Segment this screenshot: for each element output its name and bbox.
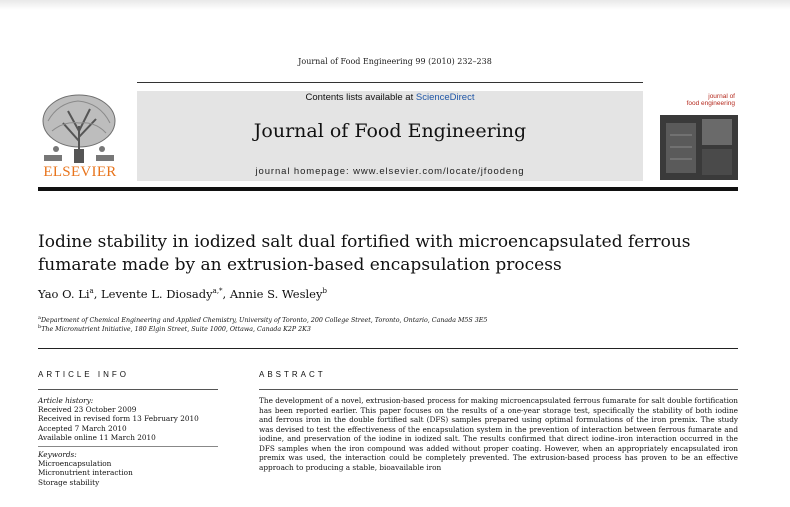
history-item: Received 23 October 2009: [38, 405, 137, 415]
article-info: [38, 396, 218, 487]
history-item: Accepted 7 March 2010: [38, 423, 127, 433]
history-label: Article history:: [38, 396, 94, 405]
abstract-text: The development of a novel, extrusion-based process for making microencapsulated ferrous fumarate for salt double fortification has been reported earlier. This paper focuses on the results of a one-year storage test, specifically the stability of both iodine and ferrous iron in the double fortified salt (DFS) samples prepared using optimal formulations of the iron premix. The study was devised to test the effectiveness of the encapsulation system in the prevention of interaction between ferrous fumarate and iodine, and preservation of the iodine in iodized salt. The results confirmed that direct iodine–iron interaction occurred in the DFS samples when the iron compound was added without proper coating. However, when an appropriately encapsulated iron premix was used, the interaction could be completely prevented. The extrusion-based process has proven to be an effective approach to producing a stable, bioavailable iron: [259, 396, 738, 472]
keyword-item: Microencapsulation: [38, 459, 112, 469]
affiliation-mark: a: [38, 315, 41, 321]
journal-cover: [660, 85, 738, 180]
history-item: Received in revised form 13 February 2010: [38, 414, 199, 424]
cover-title-line1: journal of: [708, 93, 735, 100]
author-name[interactable]: Levente L. Diosady: [101, 287, 213, 301]
author-affil-mark: a,*: [212, 287, 223, 296]
cover-header: [660, 85, 738, 115]
author-separator: ,: [222, 287, 230, 301]
author-affil-mark: a: [89, 287, 94, 296]
affiliation-text: Department of Chemical Engineering and Applied Chemistry, University of Toronto, 200 College Street, Toronto, Ontario, Canada M5S 3E5: [40, 317, 488, 325]
affiliation-text: The Micronutrient Initiative, 180 Elgin Street, Suite 1000, Ottawa, Canada K2P 2K3: [41, 326, 311, 334]
keyword-item: Storage stability: [38, 477, 100, 487]
author-separator: ,: [93, 287, 102, 301]
keywords-rule: [38, 446, 218, 447]
affiliation-mark: b: [38, 324, 42, 330]
contents-line: [137, 92, 643, 103]
author-list: [38, 287, 327, 301]
header-rule: [137, 82, 643, 83]
keyword-item: Micronutrient interaction: [38, 468, 133, 478]
author-name[interactable]: Annie S. Wesley: [229, 287, 323, 301]
sciencedirect-link[interactable]: ScienceDirect: [415, 92, 475, 103]
author-affil-mark: b: [322, 287, 327, 296]
article-info-heading: ARTICLE INFO: [38, 370, 129, 379]
keywords-label: Keywords:: [38, 450, 77, 460]
cover-title-line2: food engineering: [686, 100, 735, 107]
author-name[interactable]: Yao O. Li: [38, 287, 90, 301]
journal-homepage[interactable]: journal homepage: www.elsevier.com/locate/jfoodeng: [255, 166, 525, 177]
article-info-rule: [38, 389, 218, 390]
affiliation-b: [38, 324, 311, 333]
history-item: Available online 11 March 2010: [38, 432, 156, 442]
elsevier-wordmark: ELSEVIER: [43, 164, 117, 180]
abstract-rule: [259, 389, 738, 390]
journal-citation: Journal of Food Engineering 99 (2010) 232–238: [298, 57, 492, 66]
contents-prefix: Contents lists available at: [305, 92, 414, 103]
header-thick-rule: [38, 187, 738, 191]
cover-title: [687, 93, 735, 107]
section-rule: [38, 348, 738, 349]
top-shade: [0, 0, 790, 10]
article-title: Iodine stability in iodized salt dual fortified with microencapsulated ferrous fumarate made by an extrusion-based encapsulation process: [38, 232, 691, 275]
cover-image: [660, 115, 738, 180]
journal-banner: [137, 91, 643, 181]
abstract-heading: ABSTRACT: [259, 370, 326, 379]
affiliation-a: [38, 315, 487, 324]
journal-title: Journal of Food Engineering: [253, 120, 527, 142]
